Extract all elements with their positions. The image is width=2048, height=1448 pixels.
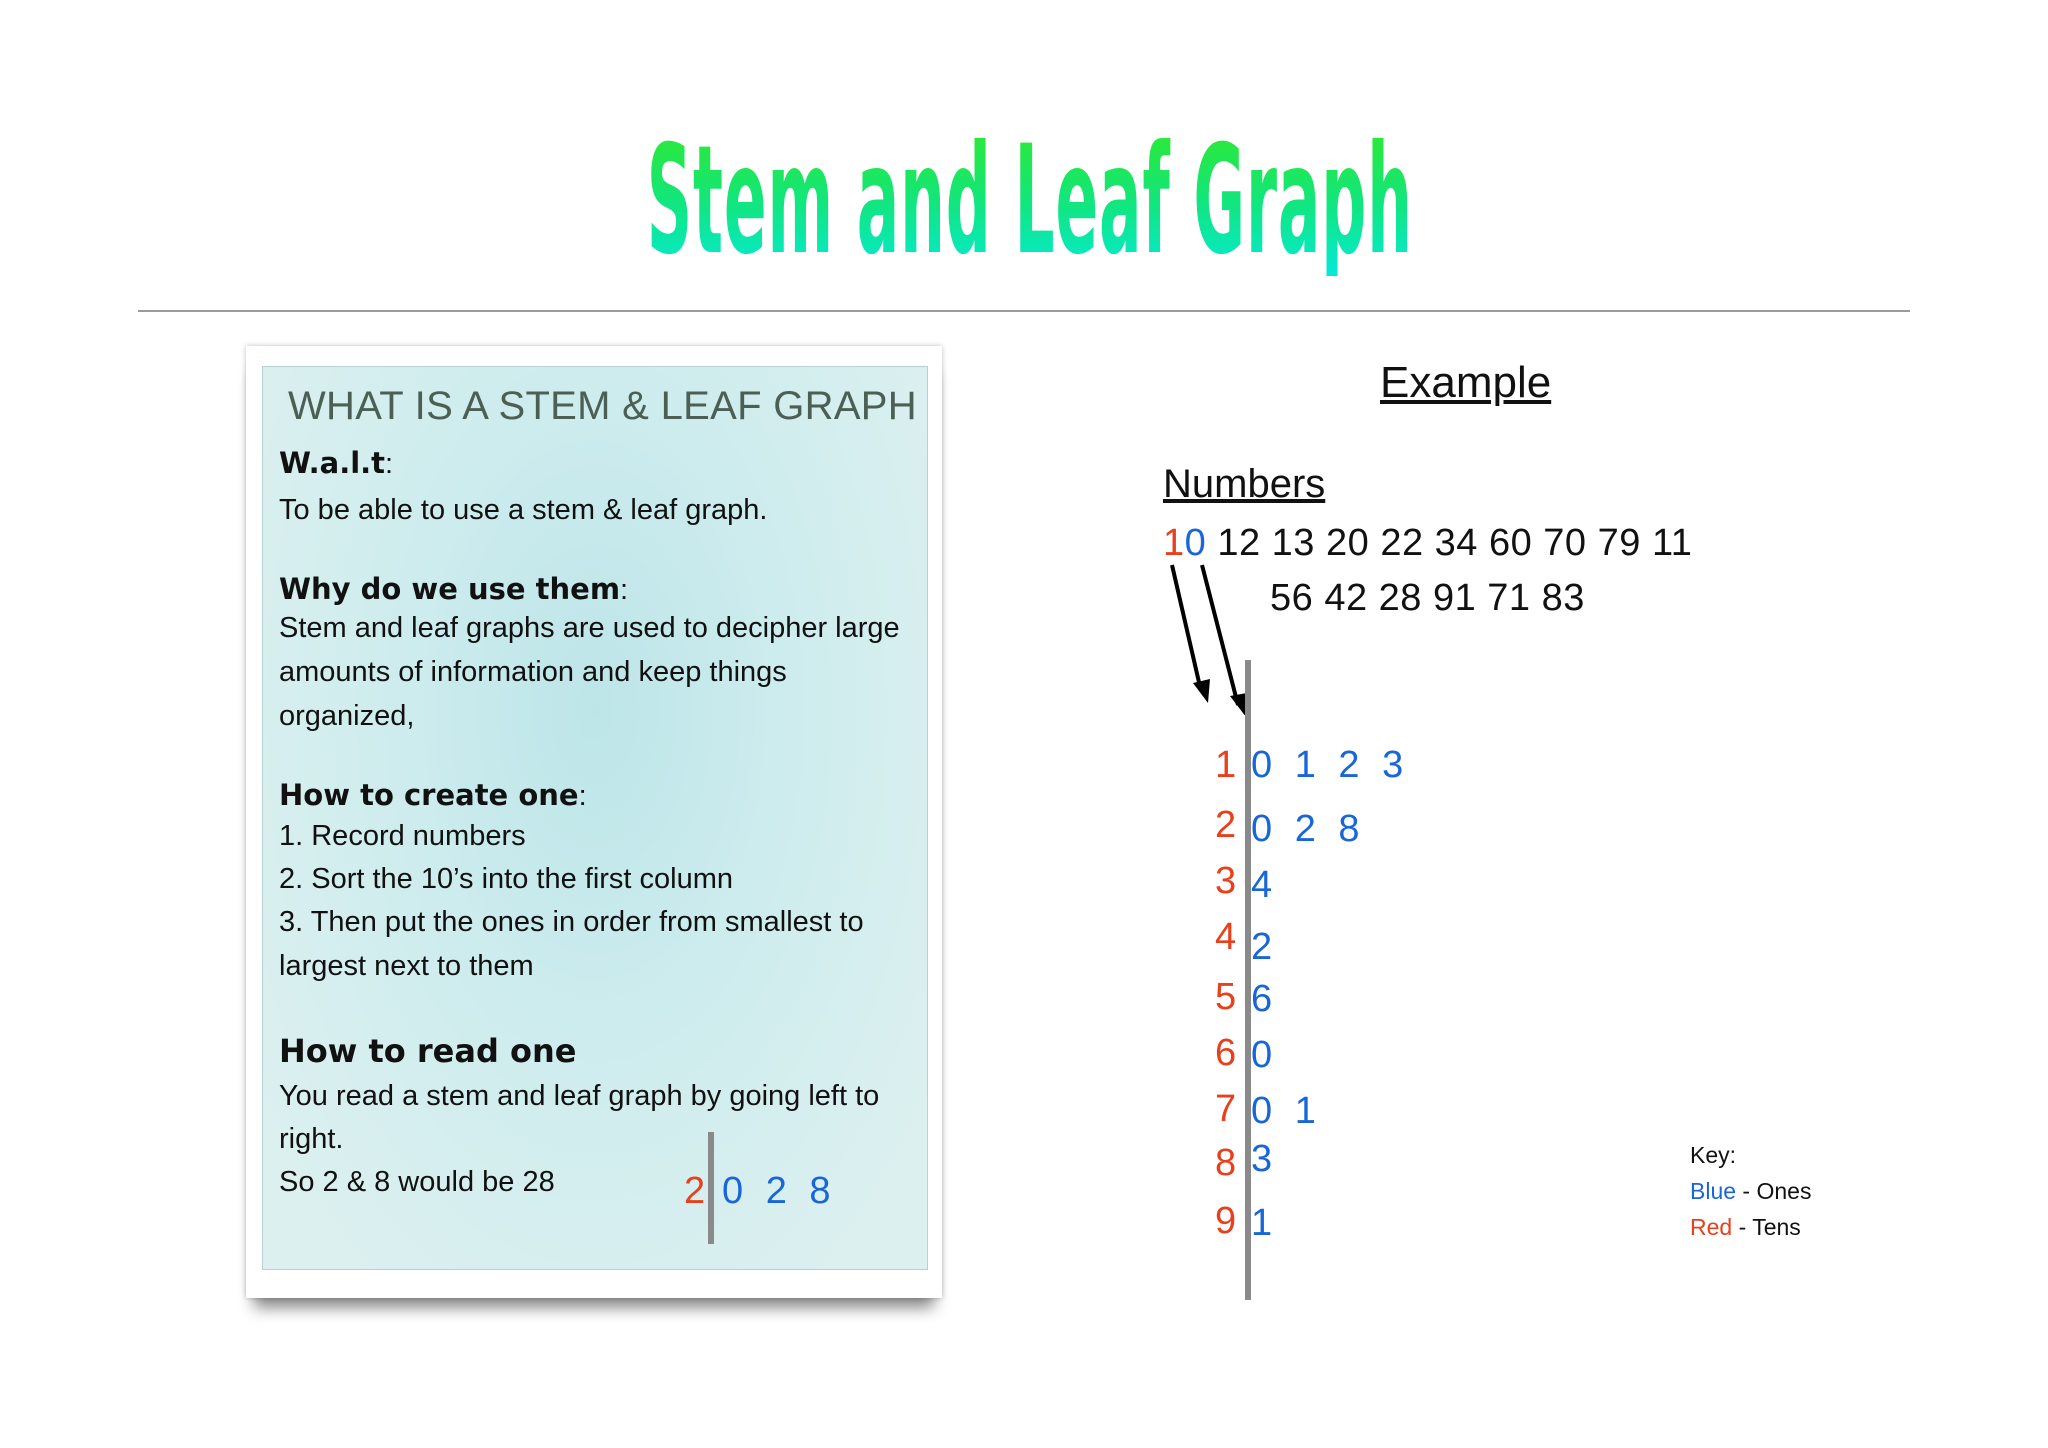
key-tens-text: - Tens bbox=[1732, 1214, 1801, 1240]
why-label: Why do we use them bbox=[279, 572, 621, 606]
numbers-line-2: 56 42 28 91 71 83 bbox=[1270, 577, 1585, 619]
why-line-2: amounts of information and keep things bbox=[279, 656, 787, 688]
create-colon: : bbox=[578, 780, 587, 812]
leaf-values: 1 bbox=[1251, 1202, 1279, 1244]
key-red-word: Red bbox=[1690, 1214, 1733, 1240]
create-label: How to create one bbox=[279, 778, 579, 812]
key-ones-text: - Ones bbox=[1736, 1178, 1812, 1204]
numbers-line-1-rest: 12 13 20 22 34 60 70 79 11 bbox=[1206, 522, 1693, 564]
key-tens bbox=[1690, 1214, 1801, 1241]
why-line-1: Stem and leaf graphs are used to decipher large bbox=[279, 612, 900, 644]
leaf-values: 0 1 2 3 bbox=[1251, 744, 1410, 786]
read-line-1: You read a stem and leaf graph by going left to bbox=[279, 1080, 880, 1112]
key-label: Key: bbox=[1690, 1142, 1737, 1168]
mini-stem: 2 bbox=[684, 1170, 706, 1212]
leaf-values: 2 bbox=[1251, 926, 1279, 968]
read-line-3: So 2 & 8 would be 28 bbox=[279, 1166, 555, 1198]
read-line-2: right. bbox=[279, 1123, 344, 1155]
create-step-3-cont: largest next to them bbox=[279, 950, 534, 982]
why-colon: : bbox=[620, 574, 629, 606]
walt-label: W.a.l.t bbox=[279, 446, 386, 480]
stem-value: 8 bbox=[1215, 1142, 1237, 1184]
leaf-values: 3 bbox=[1251, 1138, 1279, 1180]
create-heading bbox=[279, 778, 587, 813]
why-heading bbox=[279, 572, 628, 607]
first-number-ones: 0 bbox=[1184, 522, 1207, 564]
first-number-tens: 1 bbox=[1163, 522, 1185, 564]
create-step-1: 1. Record numbers bbox=[279, 820, 526, 852]
page-title: Stem and Leaf Graph bbox=[600, 126, 1460, 276]
leaf-values: 0 2 8 bbox=[1251, 808, 1366, 850]
numbers-heading: Numbers bbox=[1163, 462, 1326, 506]
stem-value: 1 bbox=[1215, 744, 1237, 786]
tens-arrow bbox=[1172, 565, 1201, 691]
key-blue-word: Blue bbox=[1690, 1178, 1737, 1204]
stem-value: 9 bbox=[1215, 1200, 1237, 1242]
create-step-3: 3. Then put the ones in order from smallest to bbox=[279, 906, 864, 938]
stem-value: 4 bbox=[1215, 916, 1237, 958]
leaf-values: 0 1 bbox=[1251, 1090, 1322, 1132]
stem-value: 6 bbox=[1215, 1032, 1237, 1074]
walt-heading bbox=[279, 446, 393, 481]
leaf-values: 4 bbox=[1251, 864, 1279, 906]
mini-divider bbox=[708, 1132, 714, 1244]
create-step-2: 2. Sort the 10’s into the first column bbox=[279, 863, 734, 895]
walt-text: To be able to use a stem & leaf graph. bbox=[279, 494, 768, 526]
leaf-values: 6 bbox=[1251, 978, 1279, 1020]
card-heading: WHAT IS A STEM & LEAF GRAPH bbox=[288, 384, 917, 428]
key-ones bbox=[1690, 1178, 1811, 1205]
stem-value: 2 bbox=[1215, 804, 1237, 846]
leaf-values: 0 bbox=[1251, 1034, 1279, 1076]
read-heading: How to read one bbox=[279, 1032, 577, 1070]
tens-arrowhead bbox=[1193, 679, 1210, 703]
walt-colon: : bbox=[385, 448, 394, 480]
stem-value: 3 bbox=[1215, 860, 1237, 902]
stem-value: 5 bbox=[1215, 976, 1237, 1018]
mini-leaves: 0 2 8 bbox=[722, 1170, 837, 1212]
stem-value: 7 bbox=[1215, 1088, 1237, 1130]
title-divider bbox=[138, 310, 1910, 312]
example-heading: Example bbox=[1380, 358, 1552, 407]
pointer-arrows bbox=[1160, 555, 1280, 715]
why-line-3: organized, bbox=[279, 700, 415, 732]
